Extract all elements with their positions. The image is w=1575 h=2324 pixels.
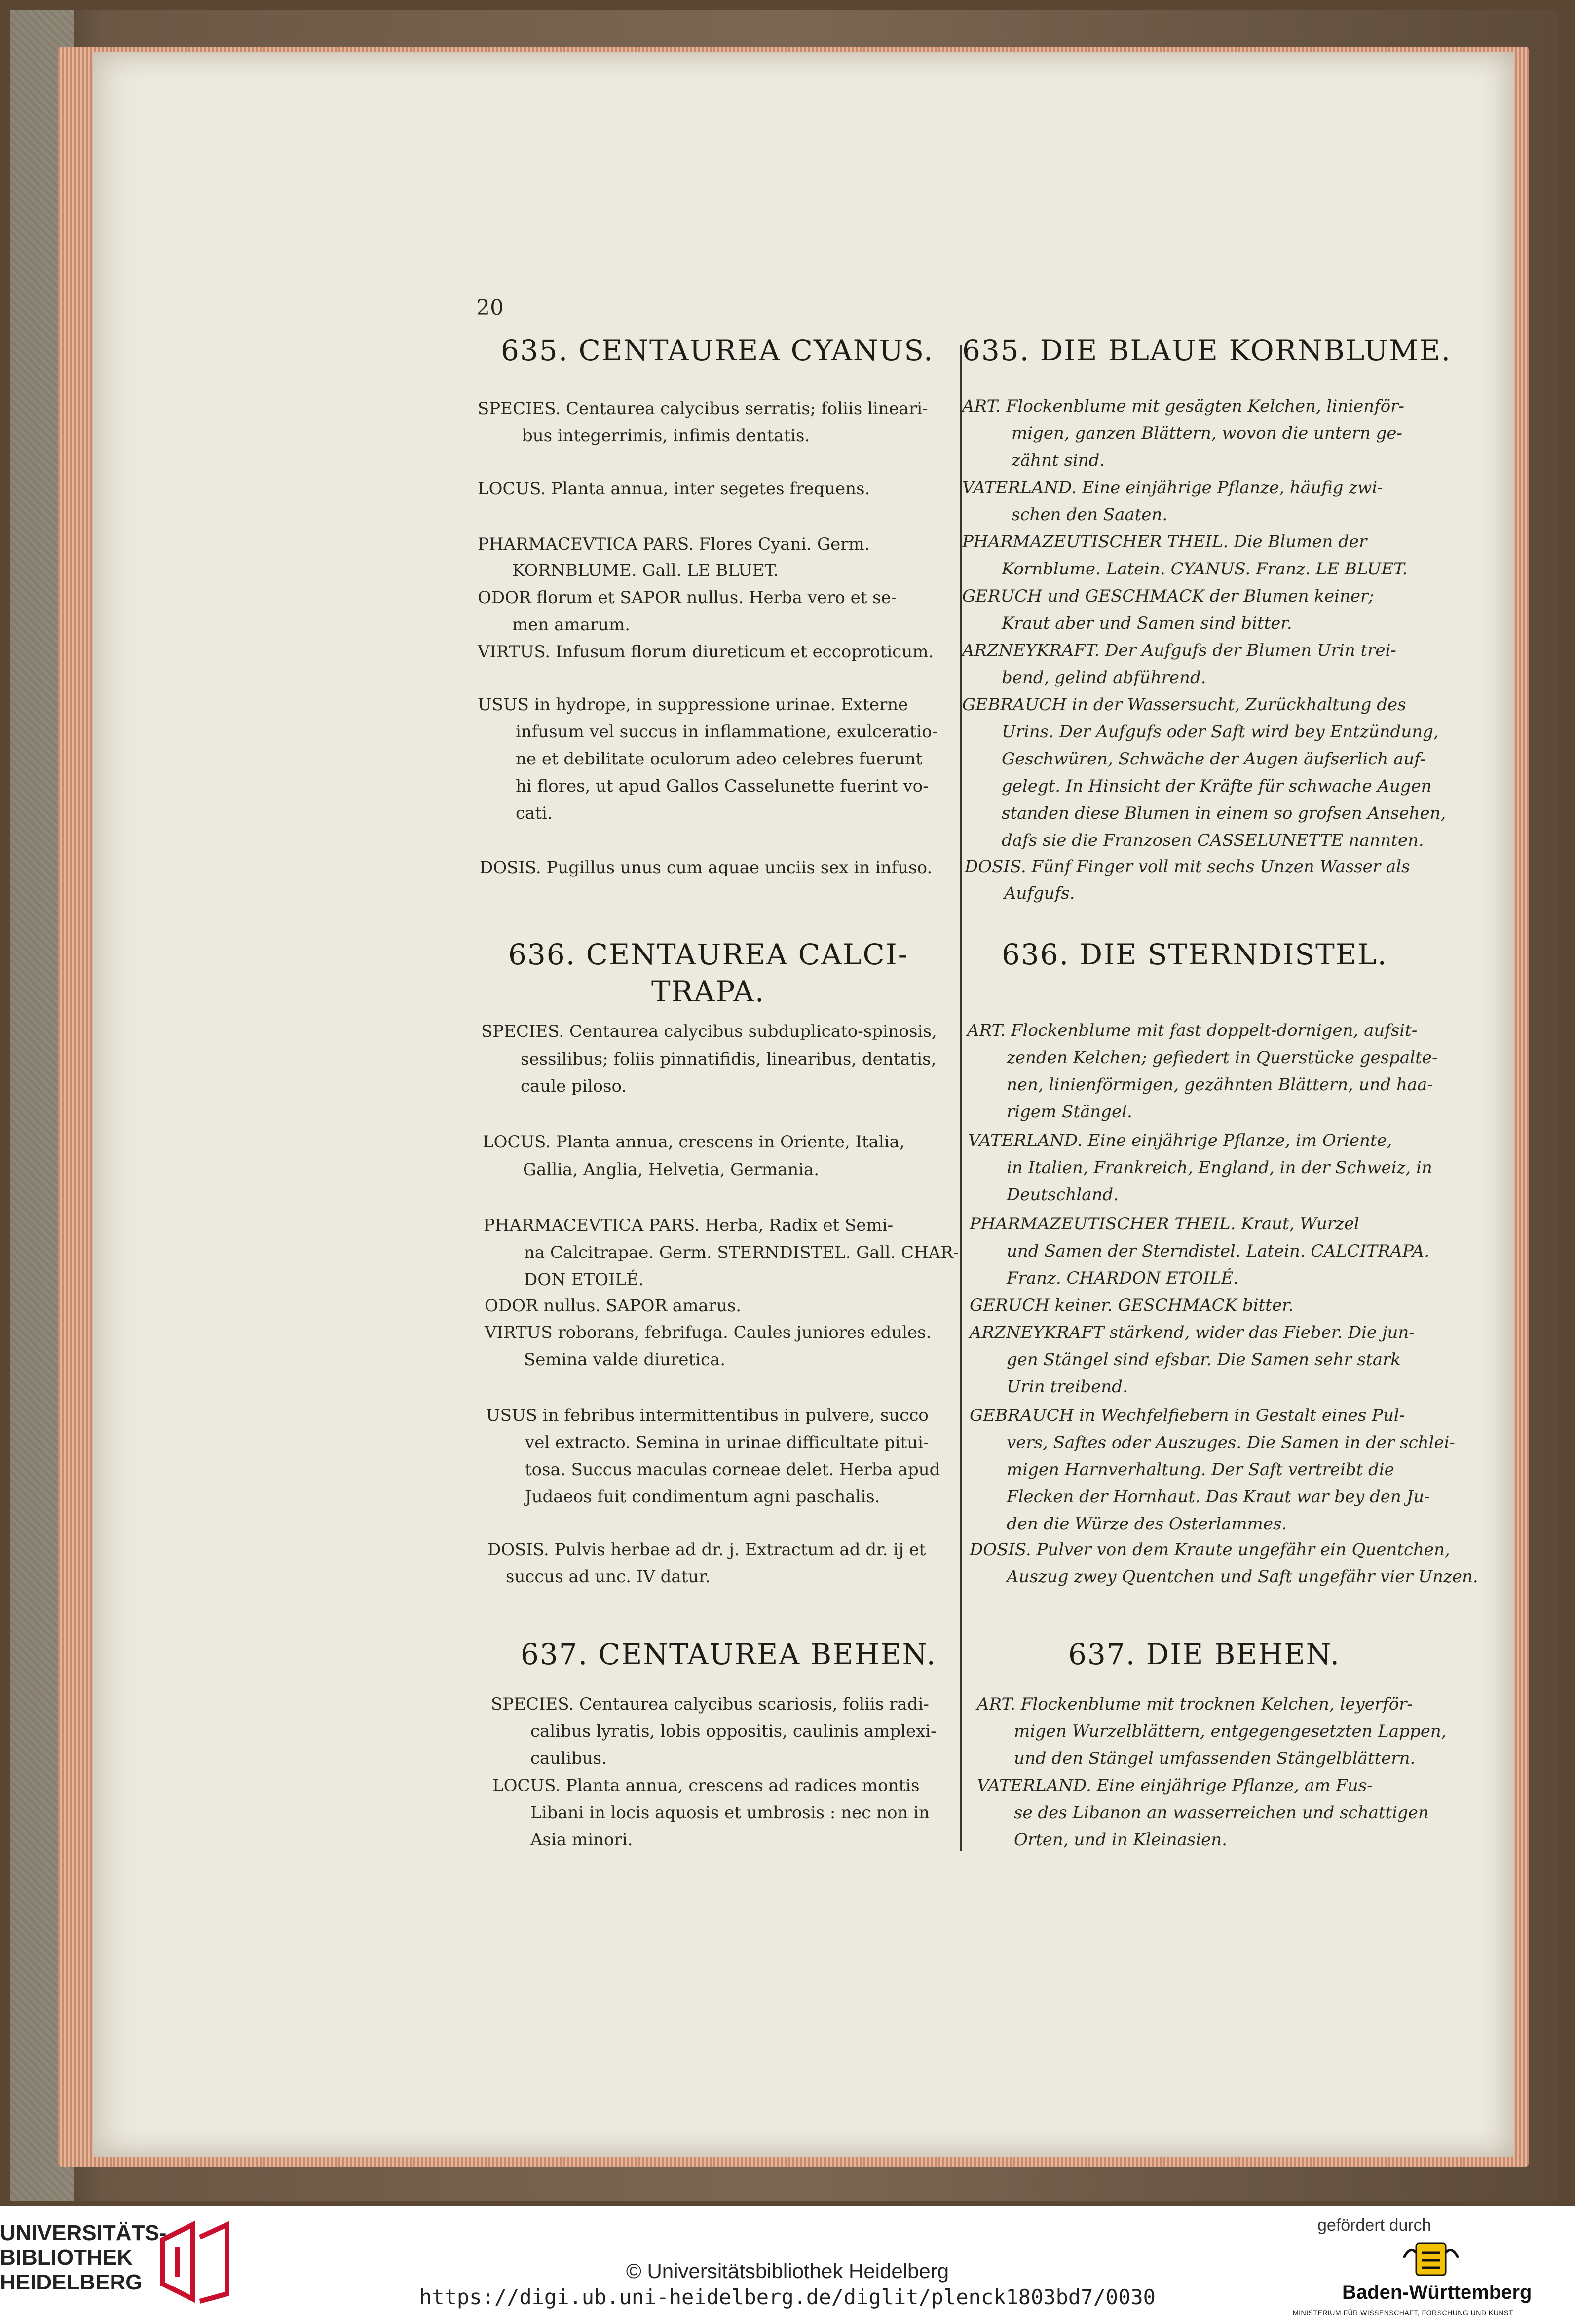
library-logo-line3: HEIDELBERG	[0, 2270, 143, 2294]
text-line: ODOR nullus. SAPOR amarus.	[485, 1296, 742, 1316]
text-line: zähnt sind.	[1012, 451, 1105, 470]
text-line: ART. Flockenblume mit gesägten Kelchen, linienför-	[962, 396, 1404, 416]
text-line: in Italien, Frankreich, England, in der Schweiz, in	[1007, 1158, 1432, 1178]
text-line: VATERLAND. Eine einjährige Pflanze, häufig zwi-	[962, 478, 1383, 497]
text-line: VATERLAND. Eine einjährige Pflanze, im Oriente,	[968, 1131, 1392, 1150]
heading-right-635: 635. DIE BLAUE KORNBLUME.	[962, 334, 1452, 367]
text-line: Kornblume. Latein. CYANUS. Franz. LE BLUET.	[1002, 559, 1408, 579]
text-line: schen den Saaten.	[1012, 505, 1168, 525]
text-line: standen diese Blumen in einem so grofsen Ansehen,	[1002, 803, 1446, 823]
text-line: USUS in hydrope, in suppressione urinae. Externe	[478, 695, 908, 715]
heading-left-636-line2: TRAPA.	[651, 975, 765, 1008]
library-logo-line2: BIBLIOTHEK	[0, 2246, 133, 2270]
text-line: DON ETOILÉ.	[524, 1270, 644, 1290]
text-line: ne et debilitate oculorum adeo celebres fuerunt	[516, 749, 923, 769]
text-line: Urin treibend.	[1007, 1377, 1128, 1397]
text-line: PHARMACEVTICA PARS. Herba, Radix et Semi-	[484, 1216, 894, 1235]
book-page	[93, 52, 1514, 2157]
text-line: GEBRAUCH in Wechfelfiebern in Gestalt eines Pul-	[970, 1406, 1405, 1425]
text-line: GERUCH keiner. GESCHMACK bitter.	[970, 1295, 1294, 1315]
text-line: GEBRAUCH in der Wassersucht, Zurückhaltung des	[962, 695, 1406, 715]
text-line: LOCUS. Planta annua, crescens ad radices montis	[492, 1776, 920, 1795]
text-line: bend, gelind abführend.	[1002, 668, 1206, 687]
text-line: sessilibus; foliis pinnatifidis, linearibus, dentatis,	[521, 1049, 937, 1069]
text-line: ARZNEYKRAFT. Der Aufgufs der Blumen Urin trei-	[962, 641, 1396, 660]
text-line: zenden Kelchen; gefiedert in Querstücke gespalte-	[1007, 1048, 1438, 1067]
text-line: den die Würze des Osterlammes.	[1007, 1514, 1287, 1534]
text-line: VATERLAND. Eine einjährige Pflanze, am Fus-	[977, 1776, 1373, 1795]
text-line: Orten, und in Kleinasien.	[1014, 1830, 1227, 1850]
heading-left-637: 637. CENTAUREA BEHEN.	[521, 1638, 937, 1671]
text-line: Kraut aber und Samen sind bitter.	[1002, 613, 1292, 633]
text-line: Gallia, Anglia, Helvetia, Germania.	[523, 1160, 820, 1180]
text-line: ARZNEYKRAFT stärkend, wider das Fieber. Die jun-	[970, 1323, 1415, 1342]
text-line: SPECIES. Centaurea calycibus scariosis, foliis radi-	[491, 1694, 929, 1714]
text-line: gelegt. In Hinsicht der Kräfte für schwache Augen	[1002, 776, 1432, 796]
text-line: PHARMAZEUTISCHER THEIL. Die Blumen der	[962, 532, 1367, 552]
text-line: Semina valde diuretica.	[524, 1350, 726, 1370]
text-line: cati.	[516, 803, 553, 823]
copyright-notice: © Universitätsbibliothek Heidelberg	[626, 2259, 949, 2283]
heading-left-636-line1: 636. CENTAUREA CALCI-	[508, 938, 909, 971]
column-divider	[960, 345, 962, 1851]
text-line: SPECIES. Centaurea calycibus subduplicato-spinosis,	[481, 1022, 937, 1041]
text-line: PHARMAZEUTISCHER THEIL. Kraut, Wurzel	[970, 1214, 1359, 1234]
text-line: calibus lyratis, lobis oppositis, caulinis amplexi-	[530, 1721, 937, 1741]
funded-by-label: gefördert durch	[1317, 2216, 1431, 2235]
text-line: gen Stängel sind efsbar. Die Samen sehr stark	[1007, 1350, 1401, 1370]
text-line: men amarum.	[512, 615, 631, 635]
text-line: succus ad unc. IV datur.	[506, 1567, 711, 1587]
text-line: dafs sie die Franzosen CASSELUNETTE nannten.	[1002, 831, 1424, 850]
text-line: USUS in febribus intermittentibus in pulvere, succo	[486, 1406, 929, 1425]
text-line: migen, ganzen Blättern, wovon die untern ge-	[1012, 423, 1402, 443]
text-line: Asia minori.	[530, 1830, 633, 1850]
text-line: SPECIES. Centaurea calycibus serratis; foliis lineari-	[478, 399, 928, 419]
text-line: Libani in locis aquosis et umbrosis : nec non in	[530, 1803, 930, 1823]
text-line: tosa. Succus maculas corneae delet. Herba apud	[525, 1460, 940, 1480]
text-line: migen Harnverhaltung. Der Saft vertreibt die	[1007, 1460, 1394, 1480]
text-line: ART. Flockenblume mit fast doppelt-dornigen, aufsit-	[967, 1021, 1418, 1040]
text-line: caule piloso.	[521, 1076, 627, 1096]
text-line: KORNBLUME. Gall. LE BLUET.	[512, 561, 779, 580]
funder-subtitle: MINISTERIUM FÜR WISSENSCHAFT, FORSCHUNG UND KUNST	[1293, 2309, 1513, 2317]
text-line: bus integerrimis, infimis dentatis.	[522, 426, 810, 446]
text-line: ODOR florum et SAPOR nullus. Herba vero et se-	[478, 588, 897, 608]
baden-wuerttemberg-crest-icon	[1401, 2238, 1461, 2280]
text-line: Urins. Der Aufgufs oder Saft wird bey Entzündung,	[1002, 722, 1439, 742]
library-logo-line1: UNIVERSITÄTS-	[0, 2221, 167, 2245]
text-line: PHARMACEVTICA PARS. Flores Cyani. Germ.	[478, 534, 870, 554]
text-line: vel extracto. Semina in urinae difficultate pitui-	[525, 1433, 929, 1452]
heading-left-635: 635. CENTAUREA CYANUS.	[501, 334, 934, 367]
text-line: Judaeos fuit condimentum agni paschalis.	[525, 1487, 880, 1507]
text-line: hi flores, ut apud Gallos Casselunette fuerint vo-	[516, 776, 929, 796]
heading-right-636: 636. DIE STERNDISTEL.	[1002, 938, 1388, 971]
text-line: GERUCH und GESCHMACK der Blumen keiner;	[962, 586, 1374, 606]
page-number: 20	[476, 295, 504, 320]
text-line: vers, Saftes oder Auszuges. Die Samen in der schlei-	[1007, 1433, 1455, 1452]
text-line: Geschwüren, Schwäche der Augen äufserlich auf-	[1002, 749, 1426, 769]
text-line: Flecken der Hornhaut. Das Kraut war bey den Ju-	[1007, 1487, 1430, 1507]
heading-right-637: 637. DIE BEHEN.	[1068, 1638, 1341, 1671]
text-line: Auszug zwey Quentchen und Saft ungefähr vier Unzen.	[1007, 1567, 1478, 1587]
text-line: und den Stängel umfassenden Stängelblättern.	[1014, 1749, 1416, 1768]
text-line: Deutschland.	[1007, 1185, 1119, 1205]
text-line: LOCUS. Planta annua, crescens in Oriente, Italia,	[483, 1132, 905, 1152]
text-line: na Calcitrapae. Germ. STERNDISTEL. Gall. CHAR-	[524, 1243, 959, 1262]
text-line: DOSIS. Pugillus unus cum aquae unciis sex in infuso.	[480, 858, 933, 877]
text-line: und Samen der Sterndistel. Latein. CALCITRAPA.	[1007, 1241, 1430, 1261]
permalink-url[interactable]: https://digi.ub.uni-heidelberg.de/diglit/plenck1803bd7/0030	[419, 2285, 1156, 2309]
text-line: infusum vel succus in inflammatione, exulceratio-	[516, 722, 938, 742]
text-line: VIRTUS. Infusum florum diureticum et eccoproticum.	[478, 642, 934, 662]
text-line: rigem Stängel.	[1007, 1102, 1132, 1122]
text-line: nen, linienförmigen, gezähnten Blättern, und haa-	[1007, 1075, 1433, 1095]
text-line: caulibus.	[530, 1749, 607, 1768]
text-line: VIRTUS roborans, febrifuga. Caules juniores edules.	[485, 1323, 932, 1342]
text-line: DOSIS. Fünf Finger voll mit sechs Unzen Wasser als	[965, 857, 1410, 876]
text-line: DOSIS. Pulver von dem Kraute ungefähr ein Quentchen,	[970, 1540, 1450, 1560]
funder-name: Baden-Württemberg	[1342, 2282, 1532, 2303]
text-line: DOSIS. Pulvis herbae ad dr. j. Extractum ad dr. ij et	[488, 1540, 926, 1560]
text-line: migen Wurzelblättern, entgegengesetzten Lappen,	[1014, 1721, 1447, 1741]
text-line: Aufgufs.	[1004, 883, 1075, 903]
text-line: Franz. CHARDON ETOILÉ.	[1007, 1268, 1239, 1288]
text-line: LOCUS. Planta annua, inter segetes frequens.	[478, 479, 870, 498]
text-line: ART. Flockenblume mit trocknen Kelchen, leyerför-	[977, 1694, 1413, 1714]
text-line: se des Libanon an wasserreichen und schattigen	[1014, 1803, 1429, 1823]
